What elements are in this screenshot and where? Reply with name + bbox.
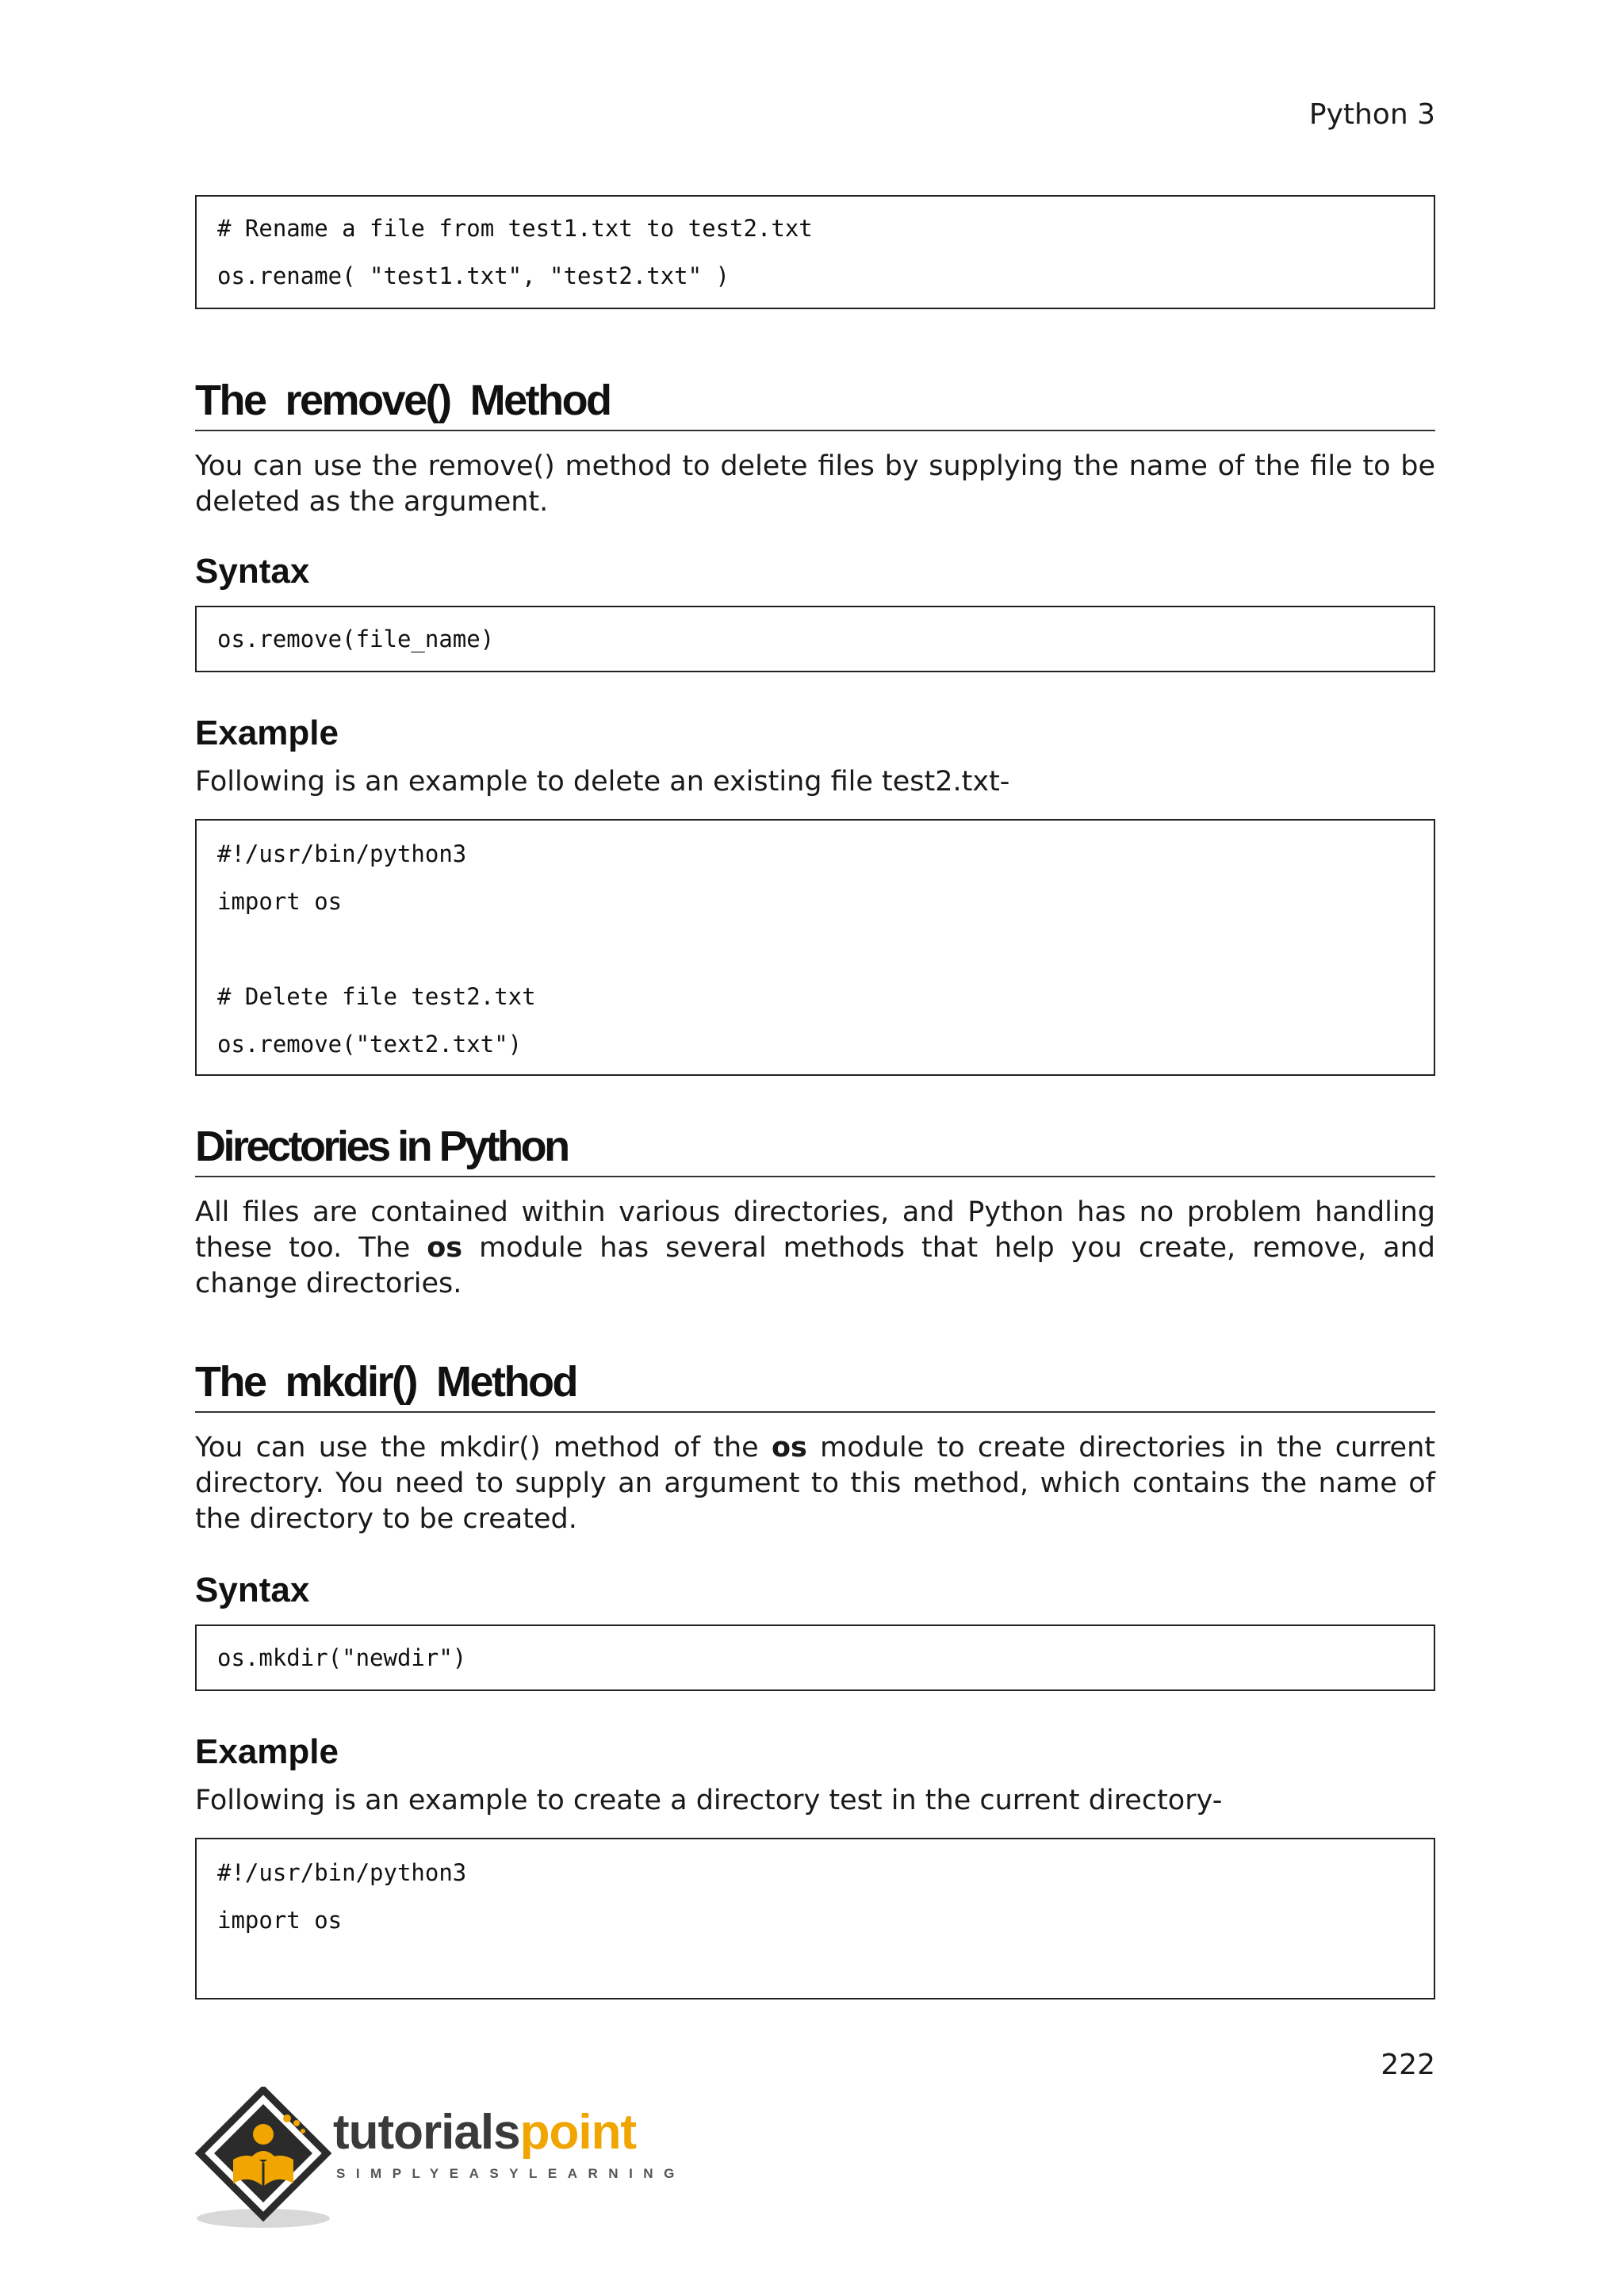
logo-tagline: SIMPLYEASYLEARNING	[336, 2166, 685, 2181]
paragraph-directories-intro	[195, 1195, 1435, 1302]
code-line-blank	[217, 925, 1413, 973]
text-run-bold: os	[771, 1432, 807, 1464]
code-line: os.remove(file_name)	[217, 626, 495, 652]
code-block-remove-syntax	[195, 606, 1435, 672]
text-run: You can use the mkdir() method of the	[195, 1432, 772, 1464]
text-run: module has several methods that help you create, remove, and change directories.	[195, 1232, 1435, 1299]
logo-wordmark	[333, 2104, 636, 2160]
code-line: # Rename a file from test1.txt to test2.txt	[217, 215, 813, 242]
paragraph-remove-example: Following is an example to delete an existing file test2.txt-	[195, 766, 1010, 798]
subheading-syntax: Syntax	[195, 1571, 310, 1609]
code-line: #!/usr/bin/python3	[217, 840, 467, 867]
code-block-mkdir-syntax	[195, 1624, 1435, 1691]
subheading-example: Example	[195, 714, 339, 752]
text-run: All files are contained within various directories, and Python has no problem handling these too. The	[195, 1196, 1435, 1264]
code-line: # Delete file test2.txt	[217, 983, 536, 1010]
page-number: 222	[1381, 2049, 1435, 2081]
logo-word-dark: tutorials	[333, 2105, 520, 2160]
code-line: os.remove("text2.txt")	[217, 1031, 523, 1058]
running-header: Python 3	[1308, 98, 1435, 131]
section-heading-directories: Directories in Python	[195, 1122, 1435, 1177]
page-content	[195, 195, 1435, 1999]
code-block-remove-example	[195, 819, 1435, 1076]
paragraph-mkdir-example: Following is an example to create a directory test in the current directory-	[195, 1785, 1223, 1816]
code-line: os.rename( "test1.txt", "test2.txt" )	[217, 262, 730, 289]
paragraph-mkdir-intro	[195, 1430, 1435, 1537]
section-heading-mkdir: The mkdir() Method	[195, 1357, 1435, 1413]
logo-word-accent: point	[519, 2105, 637, 2160]
code-block-mkdir-example	[195, 1838, 1435, 1999]
code-line: os.mkdir("newdir")	[217, 1644, 467, 1671]
code-line: import os	[217, 888, 343, 915]
paragraph-remove-intro: You can use the remove() method to delete files by supplying the name of the file to be deleted as the argument.	[195, 450, 1435, 518]
text-run: module to create directories in the current directory. You need to supply an argument to this method, which contains the name of the directory to be created.	[195, 1432, 1435, 1535]
diamond-book-reader-icon	[193, 2087, 333, 2229]
text-run-bold: os	[427, 1232, 463, 1264]
code-block-rename	[195, 195, 1435, 309]
code-line: #!/usr/bin/python3	[217, 1859, 467, 1886]
tutorialspoint-logo	[193, 2087, 685, 2229]
subheading-example: Example	[195, 1732, 339, 1771]
code-line: import os	[217, 1907, 343, 1934]
section-heading-remove: The remove() Method	[195, 376, 1435, 431]
subheading-syntax: Syntax	[195, 552, 310, 591]
